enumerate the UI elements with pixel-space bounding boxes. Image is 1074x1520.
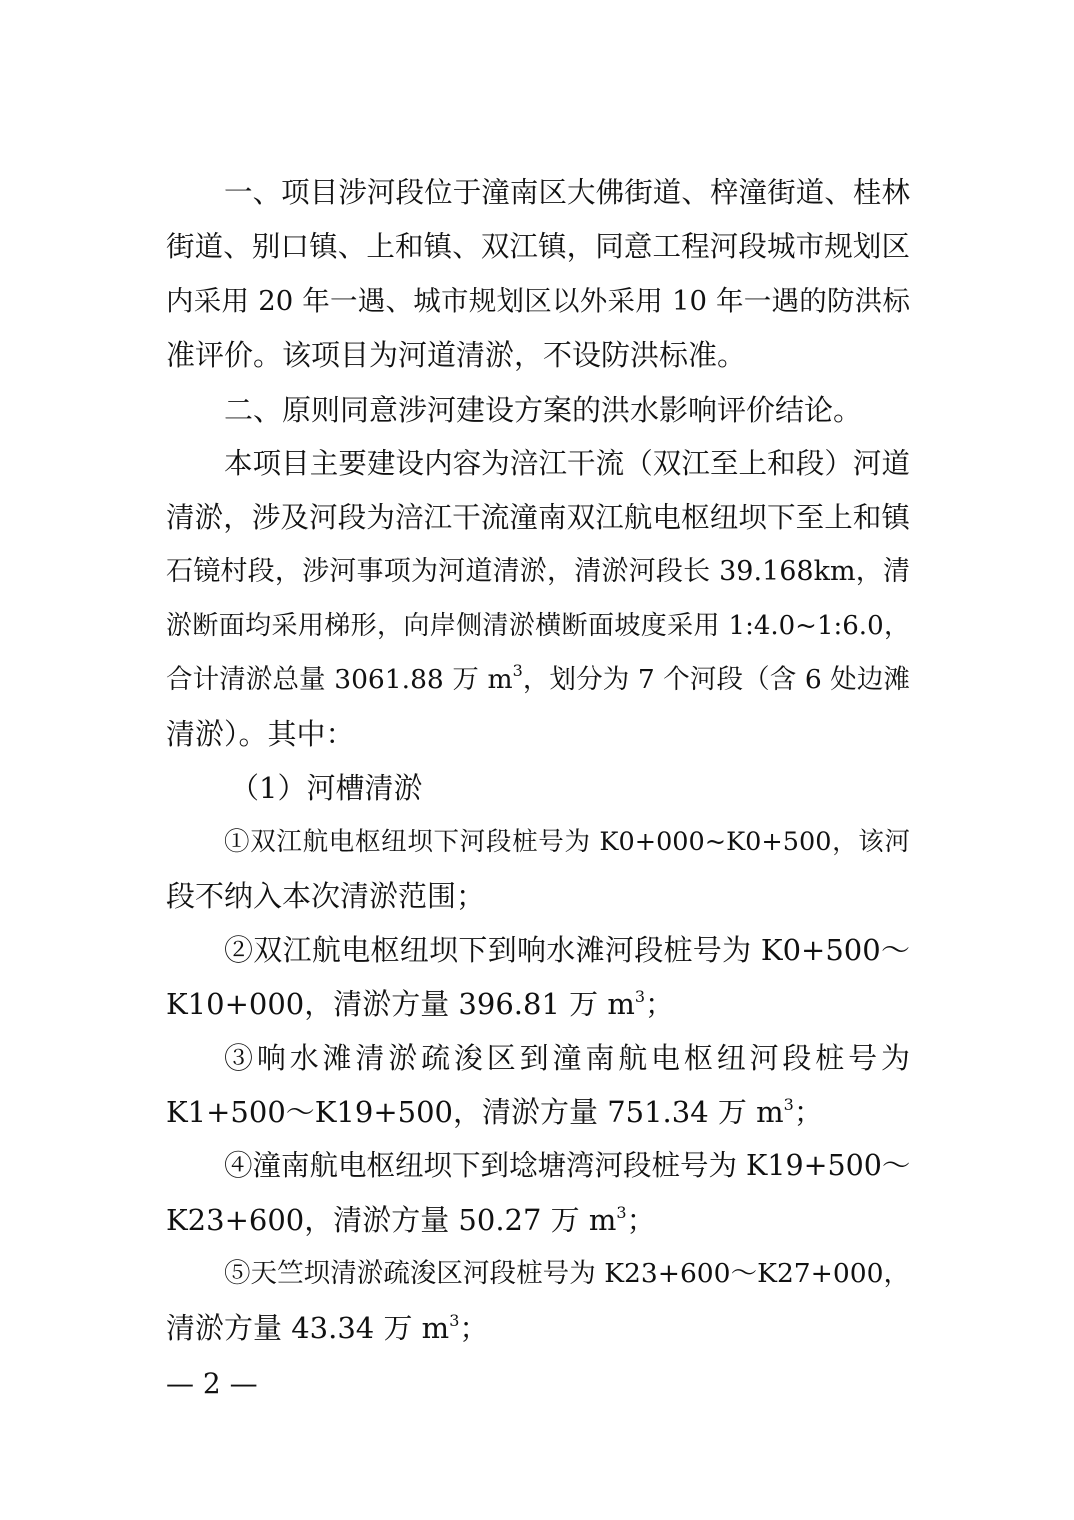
paragraph-3-line-2 bbox=[166, 491, 910, 545]
text-run: 一、项目涉河段位于潼南区大佛街道、梓潼街道、桂林 bbox=[224, 176, 910, 209]
text-run: 石镜村段，涉河事项为河道清淤，清淤河段长 39.168km，清 bbox=[166, 556, 910, 587]
text-run: ； bbox=[626, 1203, 656, 1237]
item-3-line-1 bbox=[166, 1031, 910, 1085]
paragraph-3-line-3 bbox=[166, 545, 910, 599]
paragraph-3-line-6 bbox=[166, 707, 910, 761]
text-run: ③响水滩清淤疏浚区到潼南航电枢纽河段桩号为 bbox=[224, 1041, 910, 1075]
item-5-line-2 bbox=[166, 1301, 910, 1355]
paragraph-3-line-1 bbox=[166, 437, 910, 491]
paragraph-1-line-1 bbox=[166, 166, 910, 220]
text-run: 合计清淤总量 3061.88 万 m bbox=[166, 664, 513, 695]
item-5-line-1 bbox=[166, 1247, 910, 1301]
superscript: 3 bbox=[512, 661, 523, 680]
paragraph-3-line-5 bbox=[166, 653, 910, 707]
superscript: 3 bbox=[634, 987, 646, 1006]
item-2-line-1 bbox=[166, 923, 910, 977]
text-run: ④潼南航电枢纽坝下到埝塘湾河段桩号为 K19+500～ bbox=[224, 1149, 910, 1182]
paragraph-2-line-1 bbox=[166, 383, 910, 437]
text-run: ； bbox=[793, 1095, 823, 1129]
text-run: K1+500～K19+500，清淤方量 751.34 万 m bbox=[166, 1095, 784, 1129]
item-4-line-2 bbox=[166, 1193, 910, 1247]
text-run: ； bbox=[645, 987, 675, 1021]
page-number: — 2 — bbox=[166, 1367, 258, 1400]
text-run: 内采用 20 年一遇、城市规划区以外采用 10 年一遇的防洪标 bbox=[166, 285, 910, 317]
text-run: ⑤天竺坝清淤疏浚区河段桩号为 K23+600～K27+000， bbox=[224, 1258, 910, 1289]
paragraph-1-line-4 bbox=[166, 328, 910, 382]
text-run: 淤断面均采用梯形，向岸侧清淤横断面坡度采用 1:4.0~1:6.0， bbox=[166, 611, 910, 641]
text-run: 清淤）。其中： bbox=[166, 717, 355, 751]
text-run: 清淤，涉及河段为涪江干流潼南双江航电枢纽坝下至上和镇 bbox=[166, 501, 910, 534]
text-run: 本项目主要建设内容为涪江干流（双江至上和段）河道 bbox=[224, 447, 910, 480]
text-run: ①双江航电枢纽坝下河段桩号为 K0+000~K0+500，该河 bbox=[224, 827, 910, 857]
text-run: 准评价。该项目为河道清淤，不设防洪标准。 bbox=[166, 338, 747, 372]
text-run: 二、原则同意涉河建设方案的洪水影响评价结论。 bbox=[224, 393, 863, 427]
item-3-line-2 bbox=[166, 1085, 910, 1139]
text-run: ②双江航电枢纽坝下到响水滩河段桩号为 K0+500～ bbox=[224, 933, 910, 967]
item-4-line-1 bbox=[166, 1139, 910, 1193]
text-run: K10+000，清淤方量 396.81 万 m bbox=[166, 987, 635, 1021]
item-1-line-2 bbox=[166, 869, 910, 923]
paragraph-3-line-4 bbox=[166, 599, 910, 653]
superscript: 3 bbox=[616, 1203, 627, 1222]
superscript: 3 bbox=[783, 1095, 794, 1114]
section-heading bbox=[166, 761, 910, 815]
text-run: K23+600，清淤方量 50.27 万 m bbox=[166, 1203, 617, 1237]
text-run: 街道、别口镇、上和镇、双江镇，同意工程河段城市规划区 bbox=[166, 230, 910, 263]
paragraph-1-line-3 bbox=[166, 274, 910, 328]
text-run: ； bbox=[459, 1311, 489, 1345]
superscript: 3 bbox=[449, 1311, 460, 1330]
paragraph-1-line-2 bbox=[166, 220, 910, 274]
item-2-line-2 bbox=[166, 977, 910, 1031]
item-1-line-1 bbox=[166, 815, 910, 869]
text-run: 段不纳入本次清淤范围； bbox=[166, 879, 486, 913]
text-run: （1）河槽清淤 bbox=[230, 771, 423, 805]
text-run: ，划分为 7 个河段（含 6 处边滩 bbox=[522, 664, 910, 695]
text-run: 清淤方量 43.34 万 m bbox=[166, 1311, 450, 1345]
